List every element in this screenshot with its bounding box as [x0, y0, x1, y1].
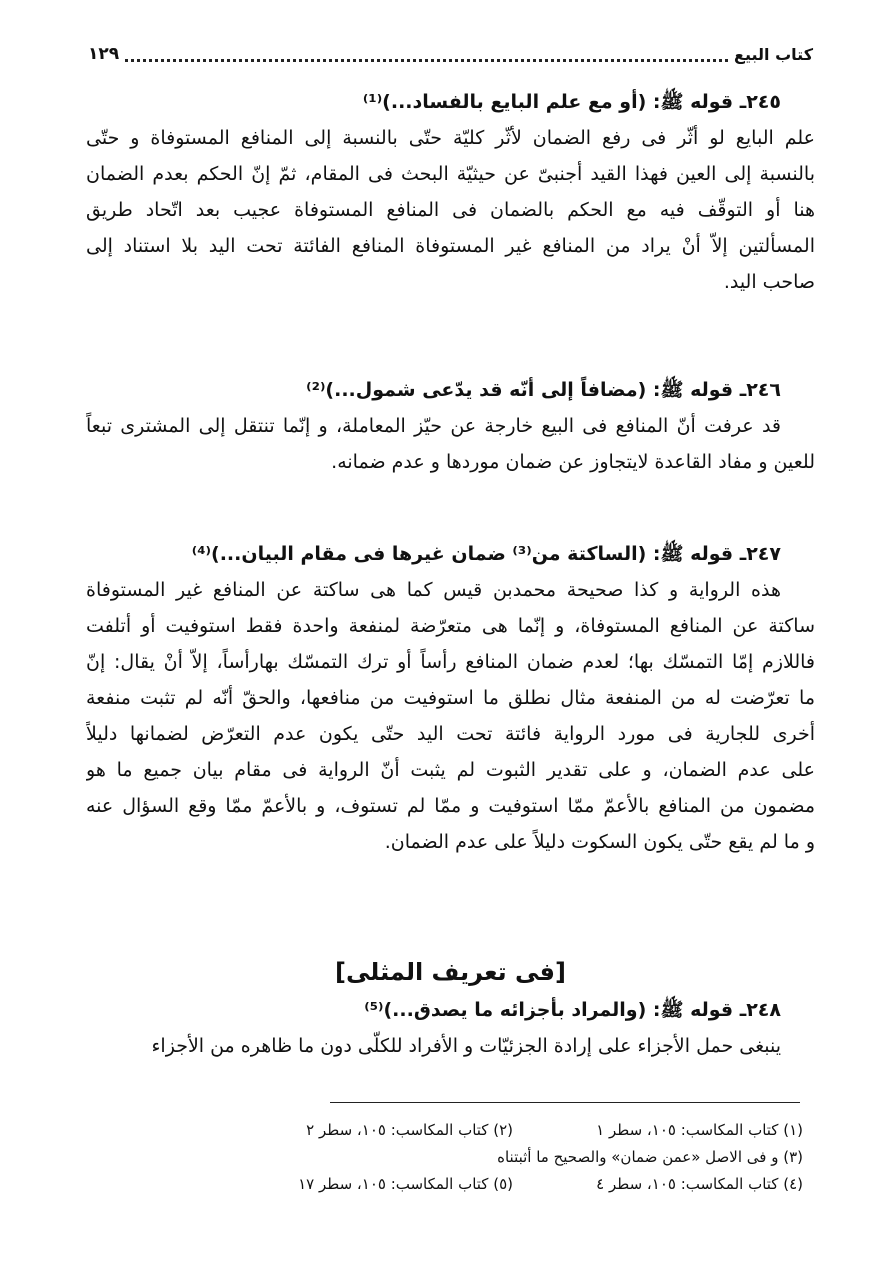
- footnote-3: (٣) و فى الاصل «عمن ضمان» والصحيح ما أثبتناه: [497, 1148, 803, 1166]
- text-line: على عدم الضمان، و على تقدير الثبوت لم يثبت أنّ الرواية فى مقام بيان جميع ما هو: [86, 759, 815, 781]
- leader-dots: [125, 59, 728, 62]
- text-line: ساكتة عن المنافع المستوفاة، و إنّما هى متعرّضة لمنفعة واحدة فقط استوفيت أو أتلفت: [86, 615, 815, 637]
- section-248: [86, 934, 815, 1064]
- chapter-title: كتاب البيع: [734, 44, 813, 64]
- section-heading: ٢٤٥ـ قوله ﷺ: (أو مع علم البايع بالفساد...)⁽¹⁾: [362, 91, 781, 113]
- footnote-row: [150, 1117, 803, 1144]
- section-245: [86, 84, 815, 300]
- text-line: ينبغى حمل الأجزاء على إرادة الجزئيّات و الأفراد للكلّى دون ما ظاهره من الأجزاء: [151, 1035, 781, 1057]
- text-line: قد عرفت أنّ المنافع فى البيع خارجة عن حيّز المعاملة، و إنّما تنتقل إلى المشترى تبعاً: [86, 415, 781, 437]
- section-246: [86, 372, 815, 480]
- text-line: المسألتين إلاّ أنْ يراد من المنافع غير المستوفاة المنافع الفائتة تحت اليد بلا استناد إلى: [86, 235, 815, 257]
- text-line: فاللازم إمّا التمسّك بها؛ لعدم ضمان المنافع رأساً أو ترك التمسّك بهارأساً، إلاّ أنْ يقال: إنّ: [86, 651, 815, 673]
- text-line: مضمون من المنافع بالأعمّ ممّا استوفيت و ممّا لم تستوف، و بالأعمّ ممّا وقع السؤال عنه: [86, 795, 815, 817]
- footnote-2: (٢) كتاب المكاسب: ١٠٥، سطر ٢: [306, 1121, 513, 1139]
- footnote-1: (١) كتاب المكاسب: ١٠٥، سطر ١: [596, 1121, 803, 1139]
- text-line: هذه الرواية و كذا صحيحة محمدبن قيس كما هى ساكتة عن المنافع غير المستوفاة: [86, 579, 781, 601]
- page-number: ١٢٩: [88, 44, 120, 64]
- text-line: للعين و مفاد القاعدة لايتجاوز عن ضمان موردها و عدم ضمانه.: [331, 451, 815, 473]
- footnote-4: (٤) كتاب المكاسب: ١٠٥، سطر ٤: [596, 1175, 803, 1193]
- running-header: [88, 34, 813, 74]
- footnote-row: [150, 1171, 803, 1198]
- footnotes: [150, 1117, 803, 1198]
- text-line: علم البايع لو أثّر فى رفع الضمان لأثّر كليّة حتّى بالنسبة إلى المنافع المستوفاة و حتّى: [86, 127, 815, 149]
- text-line: صاحب اليد.: [723, 271, 815, 293]
- text-line: أخرى للجارية فى مورد الرواية فائتة تحت اليد حتّى يكون عدم التعرّض لضمانها دليلاً: [86, 723, 815, 745]
- footnote-row: [150, 1144, 803, 1171]
- text-line: و ما لم يقع حتّى يكون السكوت دليلاً على عدم الضمان.: [384, 831, 815, 853]
- text-line: هنا أو التوقّف فيه مع الحكم بالضمان فى المنافع المستوفاة عجيب بعد اتّحاد طريق: [86, 199, 815, 221]
- section-heading: ٢٤٧ـ قوله ﷺ: (الساكتة من⁽³⁾ ضمان غيرها فى مقام البيان...)⁽⁴⁾: [191, 543, 781, 565]
- text-line: بالنسبة إلى العين فهذا القيد أجنبىّ عن حيثيّة البحث فى المقام، ثمّ إنّ الحكم بعدم الضمان: [86, 163, 815, 185]
- section-heading: ٢٤٨ـ قوله ﷺ: (والمراد بأجزائه ما يصدق...)⁽⁵⁾: [364, 999, 781, 1021]
- section-heading: ٢٤٦ـ قوله ﷺ: (مضافاً إلى أنّه قد يدّعى شمول...)⁽²⁾: [306, 379, 781, 401]
- text-line: ما تعرّضت له من المنفعة مثال نطلق ما استوفيت من منافعها، والحقّ أنّه لم تثبت منفعة: [86, 687, 815, 709]
- footnote-5: (٥) كتاب المكاسب: ١٠٥، سطر ١٧: [298, 1175, 513, 1193]
- section-247: [86, 536, 815, 860]
- section-title: [فى تعريف المثلى]: [335, 958, 566, 986]
- footnote-divider: [330, 1102, 800, 1103]
